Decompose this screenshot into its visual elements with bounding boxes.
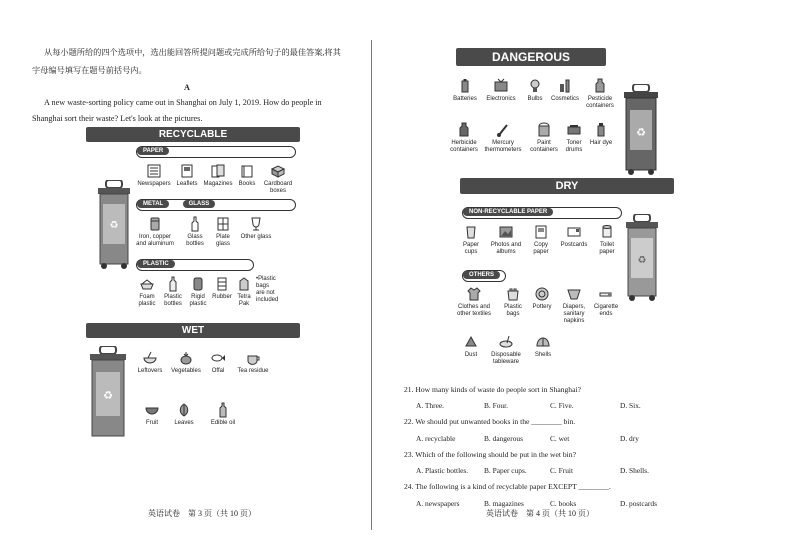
- shell-icon: [535, 334, 551, 350]
- magazines-item: Magazines: [202, 163, 234, 188]
- leaves-item: Leaves: [170, 402, 198, 427]
- instruction-line-2: 字母编号填写在题号前括号内。: [32, 66, 147, 75]
- svg-text:♻: ♻: [637, 255, 647, 266]
- bulbs-item: Bulbs: [522, 78, 548, 103]
- disposable-tableware-item: Disposable tableware: [486, 334, 526, 366]
- q23-option-a[interactable]: A. Plastic bottles.: [416, 466, 469, 475]
- q24-option-a[interactable]: A. newspapers: [416, 499, 460, 508]
- plastic-bag-icon: [505, 286, 521, 302]
- metal-can-icon: [147, 216, 163, 232]
- section-label: A: [184, 83, 190, 92]
- toilet-paper-item: Toilet paper: [594, 224, 620, 256]
- svg-text:♻: ♻: [636, 127, 646, 139]
- copy-paper-item: Copy paper: [528, 224, 554, 256]
- hair-dye-item: Hair dye: [586, 122, 616, 147]
- left-page: [0, 0, 390, 560]
- other-glass-item: Other glass: [236, 216, 276, 241]
- q23-option-c[interactable]: C. Fruit: [550, 466, 573, 475]
- plastic-note: •Plastic bags are not included: [256, 276, 279, 303]
- q21-option-d[interactable]: D. Six.: [620, 401, 641, 410]
- plastic-tag: PLASTIC: [136, 259, 254, 271]
- glass-bottles-item: Glass bottles: [180, 216, 210, 248]
- plastic-bags-item: Plastic bags: [500, 286, 526, 318]
- foam-icon: [139, 276, 155, 292]
- pesticide-item: Pesticide containers: [582, 78, 618, 110]
- q23-option-d[interactable]: D. Shells.: [620, 466, 649, 475]
- tv-icon: [493, 78, 509, 94]
- q21-option-a[interactable]: A. Three.: [416, 401, 444, 410]
- paper-cup-icon: [463, 224, 479, 240]
- plastic-bottle-icon: [165, 276, 181, 292]
- fruit-icon: [144, 402, 160, 418]
- paint-containers-item: Paint containers: [526, 122, 562, 154]
- cigarette-icon: [598, 286, 614, 302]
- oil-bottle-icon: [215, 402, 231, 418]
- pottery-icon: [534, 286, 550, 302]
- plate-glass-icon: [215, 216, 231, 232]
- thermometer-icon: [495, 122, 511, 138]
- other-glass-icon: [248, 216, 264, 232]
- right-page: [396, 0, 794, 560]
- batteries-item: Batteries: [448, 78, 482, 103]
- paper-cups-item: Paper cups: [458, 224, 484, 256]
- metals-item: Iron, copper and aluminum: [132, 216, 178, 248]
- diapers-item: Diapers, sanitary napkins: [556, 286, 592, 325]
- intro-line-2: Shanghai sort their waste? Let's look at the pictures.: [32, 114, 203, 123]
- others-tag: OTHERS: [462, 270, 506, 282]
- wet-banner: WET: [86, 323, 300, 338]
- question-22: 22. We should put unwanted books in the ________ bin.: [404, 417, 576, 426]
- vegetables-icon: [178, 350, 194, 366]
- leftovers-icon: [142, 350, 158, 366]
- rubber-icon: [214, 276, 230, 292]
- wet-bin-icon: [88, 346, 128, 442]
- leftovers-item: Leftovers: [134, 350, 166, 375]
- right-footer: 英语试卷 第 4 页（共 10 页）: [486, 509, 594, 518]
- magazine-icon: [210, 163, 226, 179]
- battery-icon: [457, 78, 473, 94]
- herbicide-icon: [456, 122, 472, 138]
- tea-icon: [245, 350, 261, 366]
- toner-icon: [566, 122, 582, 138]
- rubber-item: Rubber: [210, 276, 234, 301]
- q24-option-b[interactable]: B. magazines: [484, 499, 524, 508]
- pesticide-icon: [592, 78, 608, 94]
- paint-can-icon: [536, 122, 552, 138]
- toilet-paper-icon: [599, 224, 615, 240]
- cardboard-item: Cardboard boxes: [260, 163, 296, 195]
- thermometers-item: Mercury thermometers: [482, 122, 524, 154]
- non-recyclable-paper-tag: NON-RECYCLABLE PAPER: [462, 207, 622, 219]
- newspaper-icon: [146, 163, 162, 179]
- dust-item: Dust: [460, 334, 482, 359]
- dangerous-bin-icon: [622, 84, 660, 176]
- tetra-pak-icon: [236, 276, 252, 292]
- cosmetics-icon: [557, 78, 573, 94]
- q24-option-c[interactable]: C. books: [550, 499, 577, 508]
- books-item: Books: [234, 163, 260, 188]
- q23-option-b[interactable]: B. Paper cups.: [484, 466, 527, 475]
- rigid-plastic-item: Rigid plastic: [186, 276, 210, 308]
- newspapers-item: Newspapers: [136, 163, 172, 188]
- cardboard-box-icon: [270, 163, 286, 179]
- intro-line-1: A new waste-sorting policy came out in Shanghai on July 1, 2019. How do people in: [44, 98, 322, 107]
- question-23: 23. Which of the following should be put in the wet bin?: [404, 450, 576, 459]
- left-footer: 英语试卷 第 3 页（共 10 页）: [148, 509, 256, 518]
- foam-item: Foam plastic: [134, 276, 160, 308]
- page-divider: [371, 40, 372, 530]
- leaflets-item: Leaflets: [172, 163, 202, 188]
- plate-glass-item: Plate glass: [210, 216, 236, 248]
- svg-text:♻: ♻: [109, 220, 119, 231]
- edible-oil-item: Edible oil: [204, 402, 242, 427]
- q22-option-d[interactable]: D. dry: [620, 434, 639, 443]
- book-icon: [239, 163, 255, 179]
- hair-dye-icon: [593, 122, 609, 138]
- instruction-line-1: 从每小题所给的四个选项中，选出能回答所提问题或完成所给句子的最佳答案,将其: [44, 48, 341, 57]
- photos-item: Photos and albums: [486, 224, 526, 256]
- question-21: 21. How many kinds of waste do people sort in Shanghai?: [404, 385, 581, 394]
- cosmetics-item: Cosmetics: [548, 78, 582, 103]
- recyclable-banner: RECYCLABLE: [86, 127, 300, 142]
- q21-option-b[interactable]: B. Four.: [484, 401, 509, 410]
- clothes-item: Clothes and other textiles: [452, 286, 496, 318]
- tetra-pak-item: Tetra Pak: [234, 276, 254, 308]
- toner-drums-item: Toner drums: [560, 122, 588, 154]
- plastic-bottles-item: Plastic bottles: [160, 276, 186, 308]
- q22-option-a[interactable]: A. recyclable: [416, 434, 456, 443]
- q24-option-d[interactable]: D. postcards: [620, 499, 657, 508]
- metal-glass-tag: METAL GLASS: [136, 199, 296, 211]
- dry-bin-icon: [624, 214, 660, 302]
- diaper-icon: [566, 286, 582, 302]
- question-24: 24. The following is a kind of recyclable paper EXCEPT ________.: [404, 482, 611, 491]
- shells-item: Shells: [530, 334, 556, 359]
- q22-option-b[interactable]: B. dangerous: [484, 434, 523, 443]
- tea-residue-item: Tea residue: [232, 350, 274, 375]
- postcard-icon: [566, 224, 582, 240]
- q22-option-c[interactable]: C. wet: [550, 434, 570, 443]
- leaf-icon: [176, 402, 192, 418]
- svg-text:♻: ♻: [103, 390, 113, 402]
- dry-banner: DRY: [460, 178, 674, 194]
- electronics-item: Electronics: [482, 78, 520, 103]
- pottery-item: Pottery: [528, 286, 556, 311]
- copy-paper-icon: [533, 224, 549, 240]
- photo-icon: [498, 224, 514, 240]
- cigarette-ends-item: Cigarette ends: [590, 286, 622, 318]
- q21-option-c[interactable]: C. Five.: [550, 401, 574, 410]
- recyclable-bin-icon: [96, 180, 132, 270]
- tableware-icon: [498, 334, 514, 350]
- bulb-icon: [527, 78, 543, 94]
- herbicide-item: Herbicide containers: [446, 122, 482, 154]
- fruit-item: Fruit: [140, 402, 164, 427]
- clothes-icon: [466, 286, 482, 302]
- postcards-item: Postcards: [556, 224, 592, 249]
- leaflet-icon: [179, 163, 195, 179]
- rigid-plastic-icon: [190, 276, 206, 292]
- glass-bottle-icon: [187, 216, 203, 232]
- vegetables-item: Vegetables: [168, 350, 204, 375]
- offal-item: Offal: [206, 350, 230, 375]
- dangerous-banner: DANGEROUS: [456, 48, 606, 66]
- paper-tag: PAPER: [136, 146, 296, 158]
- dust-icon: [463, 334, 479, 350]
- fish-icon: [210, 350, 226, 366]
